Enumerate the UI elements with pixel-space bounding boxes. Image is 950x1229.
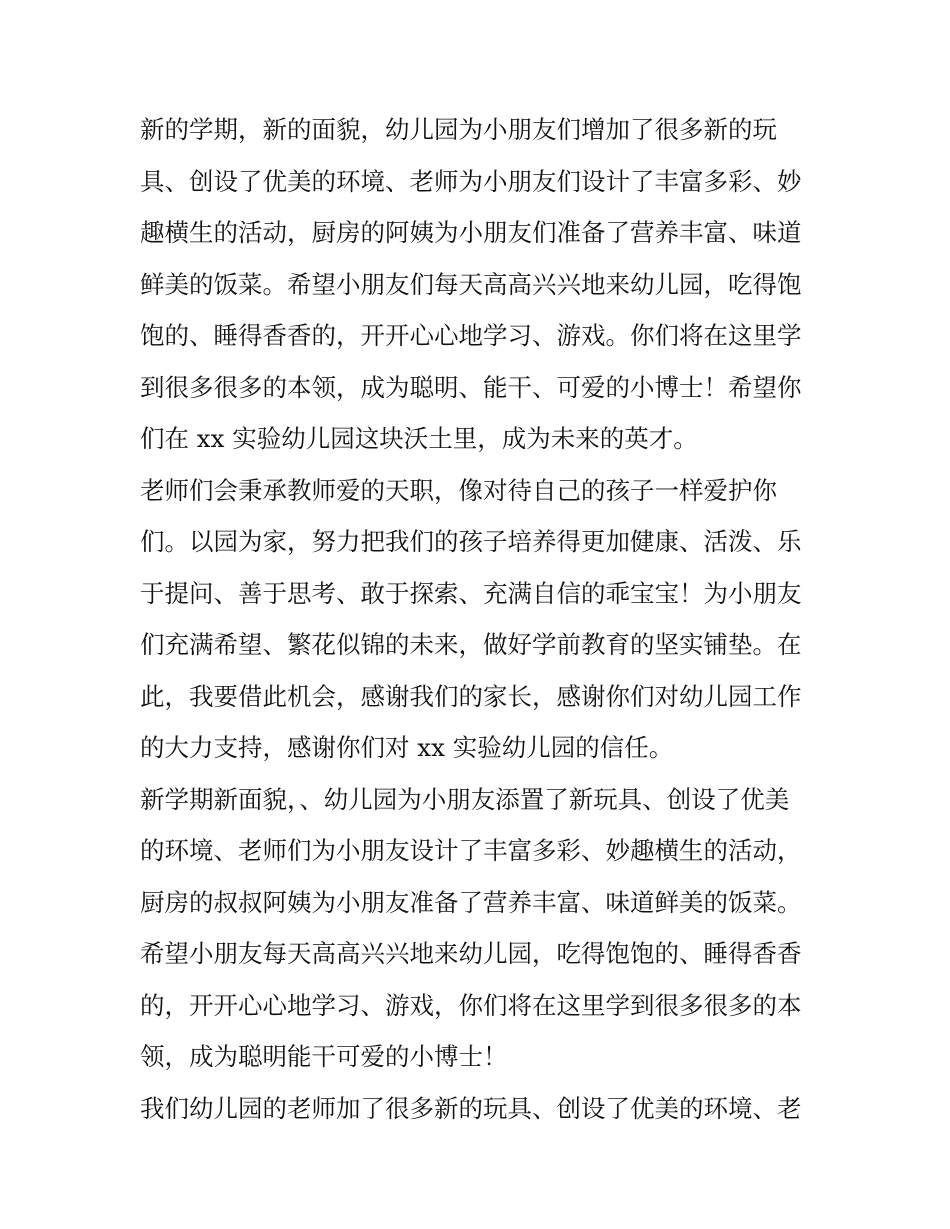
text-line: 于提问、善于思考、敢于探索、充满自信的乖宝宝！为小朋友 [140,578,802,608]
text-line: 们充满希望、繁花似锦的未来，做好学前教育的坚实铺垫。在 [140,630,802,659]
text-line: 新学期新面貌，、幼儿园为小朋友添置了新玩具、创设了优美 [140,784,790,814]
text-line: 具、创设了优美的环境、老师为小朋友们设计了丰富多彩、妙 [140,166,802,196]
text-line: 们在 xx 实验幼儿园这块沃土里，成为未来的英才。 [140,424,698,453]
text-line: 此，我要借此机会，感谢我们的家长，感谢你们对幼儿园工作 [140,681,802,711]
text-line: 到很多很多的本领，成为聪明、能干、可爱的小博士！希望你 [140,372,802,402]
document-body [140,104,820,1134]
text-line: 厨房的叔叔阿姨为小朋友准备了营养丰富、味道鲜美的饭菜。 [140,887,802,917]
text-line: 的，开开心心地学习、游戏，你们将在这里学到很多很多的本 [140,990,802,1020]
text-line: 老师们会秉承教师爱的天职，像对待自己的孩子一样爱护你 [140,475,777,505]
text-line: 饱的、睡得香香的，开开心心地学习、游戏。你们将在这里学 [140,321,802,350]
text-line: 的环境、老师们为小朋友设计了丰富多彩、妙趣横生的活动， [140,836,802,865]
text-line: 们。以园为家，努力把我们的孩子培养得更加健康、活泼、乐 [140,527,802,556]
text-line: 我们幼儿园的老师加了很多新的玩具、创设了优美的环境、老 [140,1093,802,1123]
text-line: 趣横生的活动，厨房的阿姨为小朋友们准备了营养丰富、味道 [140,218,802,247]
text-line: 新的学期，新的面貌，幼儿园为小朋友们增加了很多新的玩 [140,115,777,144]
text-line: 希望小朋友每天高高兴兴地来幼儿园，吃得饱饱的、睡得香香 [140,939,802,968]
text-line: 鲜美的饭菜。希望小朋友们每天高高兴兴地来幼儿园，吃得饱 [140,269,802,299]
text-line: 的大力支持，感谢你们对 xx 实验幼儿园的信任。 [140,733,674,762]
text-line: 领，成为聪明能干可爱的小博士！ [140,1042,508,1071]
